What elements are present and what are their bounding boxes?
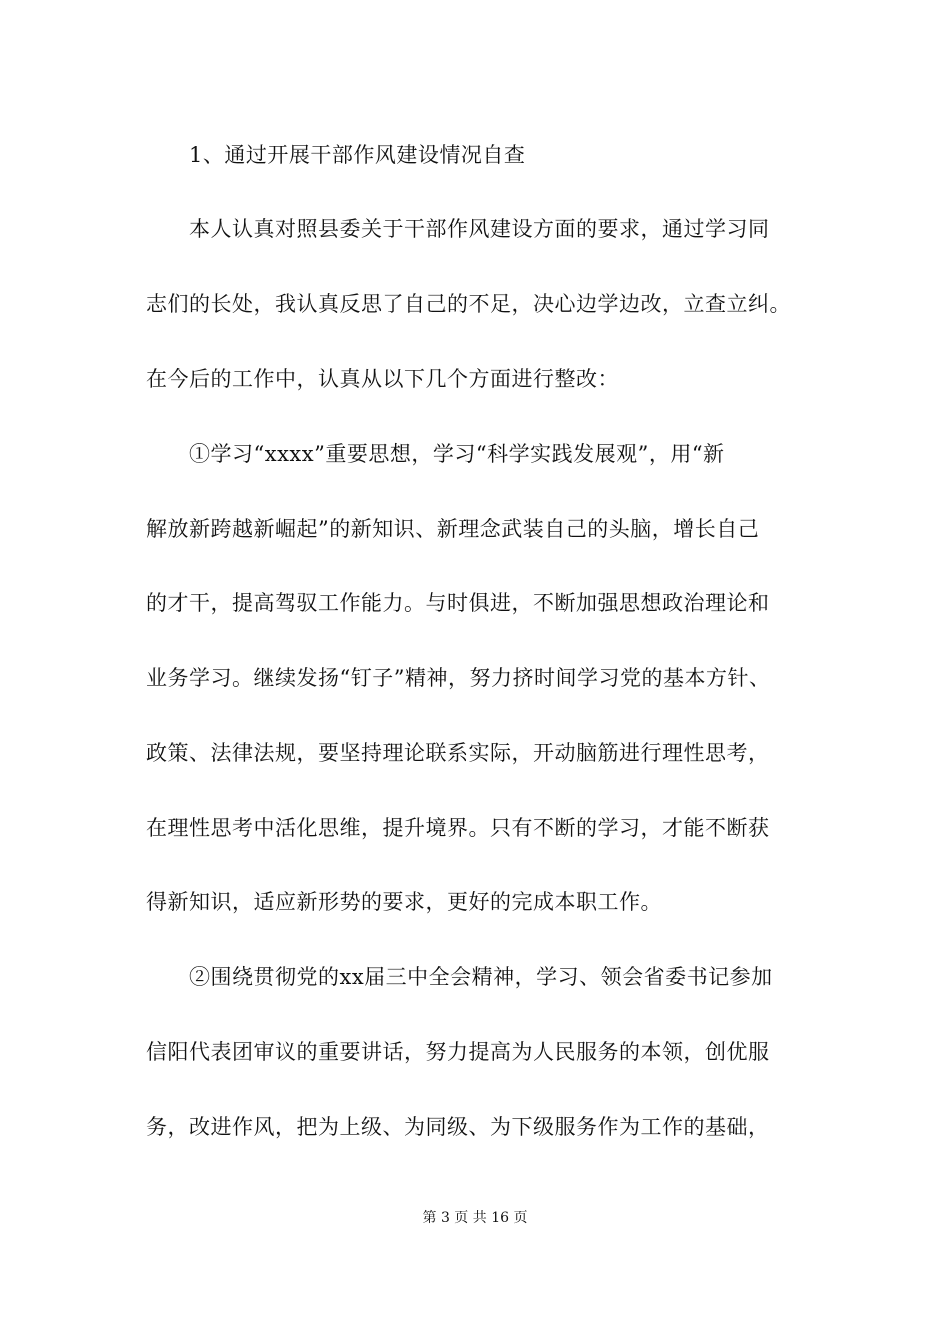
paragraph-line: 志们的长处，我认真反思了自己的不足，决心边学边改，立查立纠。 — [146, 292, 791, 316]
paragraph-line: 解放新跨越新崛起”的新知识、新理念武装自己的头脑，增长自己 — [146, 517, 760, 541]
paragraph-line: 本人认真对照县委关于干部作风建设方面的要求，通过学习同 — [189, 217, 770, 241]
paragraph-line: 在理性思考中活化思维，提升境界。只有不断的学习，才能不断获 — [146, 816, 770, 840]
paragraph-line: 政策、法律法规，要坚持理论联系实际，开动脑筋进行理性思考， — [146, 741, 770, 765]
paragraph-line: 在今后的工作中，认真从以下几个方面进行整改： — [146, 367, 619, 391]
paragraph-line: 业务学习。继续发扬“钉子”精神，努力挤时间学习党的基本方针、 — [146, 666, 771, 690]
page-number-footer: 第 3 页 共 16 页 — [422, 1210, 528, 1226]
paragraph-line: 务，改进作风，把为上级、为同级、为下级服务作为工作的基础， — [146, 1115, 770, 1139]
paragraph-line: 得新知识，适应新形势的要求，更好的完成本职工作。 — [146, 890, 662, 914]
paragraph-line: ②围绕贯彻党的xx届三中全会精神，学习、领会省委书记参加 — [189, 965, 773, 989]
section-heading: 1、通过开展干部作风建设情况自查 — [189, 143, 526, 167]
paragraph-line: ①学习“xxxx”重要思想，学习“科学实践发展观”，用“新 — [189, 442, 725, 466]
paragraph-line: 的才干，提高驾驭工作能力。与时俱进，不断加强思想政治理论和 — [146, 591, 770, 615]
paragraph-line: 信阳代表团审议的重要讲话，努力提高为人民服务的本领，创优服 — [146, 1040, 770, 1064]
